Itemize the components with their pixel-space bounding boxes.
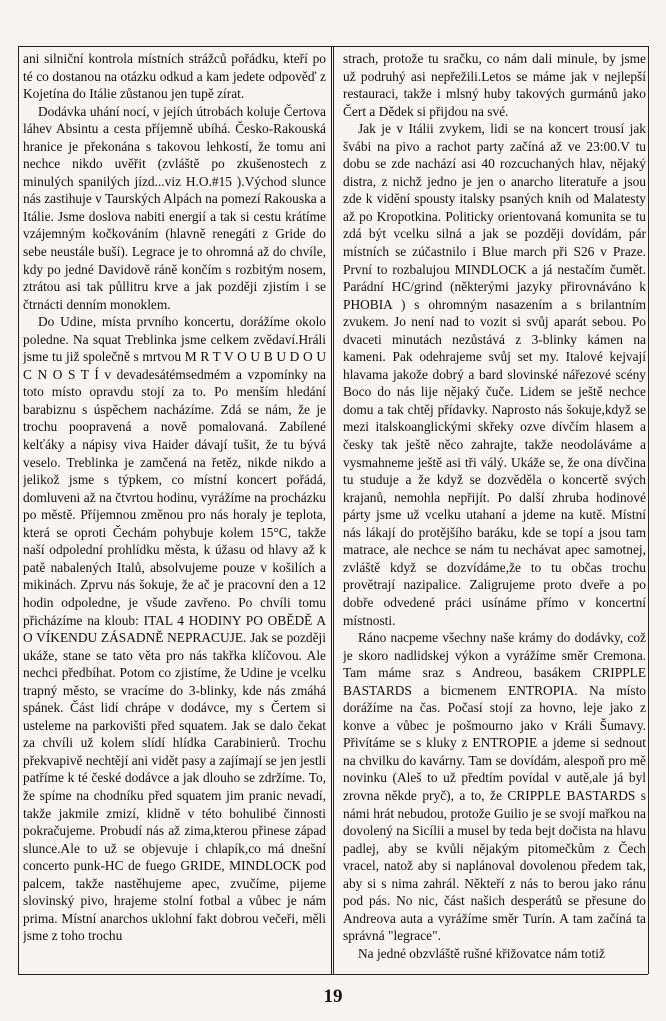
page-number: 19 [323,986,343,1007]
paragraph: Ráno nacpeme všechny naše krámy do dodávky, což je skoro nadlidskej výkon a vyrážíme směr Cremona. Tam máme sraz s Andreou, basákem CRIPPLE BASTARDS a bicmenem ENTROPIA. Na místo dorážíme na čas. Počasí stojí za hovno, leje jako z konve a vůbec je pošmourno jako v Králi Šumavy. Přivítáme se s kluky z ENTROPIE a jdeme si sednout na chvilku do kavárny. Tam se dovídám, alespoň pro mě novinku (Aleš to už předtím povídal v autě,ale já byl zrovna někde pryč), a to, že CRIPPLE BASTARDS s námi hrát nebudou, protože Guilio je se svojí mařkou na dovolený na Sicílii a musel by teda bejt dočista na hlavu padlej, aby se kvůli nějakým pitomečkům z Čech vracel, natož aby si naplánoval dovolenou předem tak, aby si s nima zahrál. Někteří z nás to berou jako ránu pod pás. No nic, část našich desperátů se přesune do Andreova auta a vyrážíme směr Turín. A tam začíná ta správná "legrace". [343,630,646,944]
right-column [343,50,646,968]
paragraph: Dodávka uhání nocí, v jejích útrobách koluje Čertova láhev Absintu a cesta příjemně ubíhá. Česko-Rakouská hranice je překonána s takovou lehkostí, že tomu ani nechce nikdo uvěřit (zvláště po zkušenostech z minulých spanilých jízd...viz H.O.#15 ).Východ slunce nás zastihuje v Taurských Alpách na pomezí Rakouska a Itálie. Jsme doslova nabiti energií a tak si cestu krátíme vzájemným kočkováním (hlavně renegáti z Gride do sebe neustále buší). Legrace je to ohromná až do chvíle, kdy po jedné Davidově ráně končím s rozbitým nosem, ztrátou asi tak půllitru krve a jak později zjistím i se čtrnácti denním monoklem. [23,103,326,312]
paragraph: Jak je v Itálii zvykem, lidi se na koncert trousí jak švábi na pivo a rachot party začíná až ve 23:00.V tu dobu se zde nachází asi 40 rozcuchaných hlav, nějaký distra, z nichž jedno je jen o anarcho literatuře a jsou zde k vidění spousty italsky psaných knih od Malatesty až po Kropotkina. Politicky orientovaná komunita se tu zdá být vcelku silná a jak se později dovídám, pár místních se zúčastnilo i Blue march při S26 v Praze. První to rozbalujou MINDLOCK a já nestačím čumět. Parádní HC/grind (některými jazyky přirovnáváno k PHOBIA ) s ohromným nasazením a s brilantním zvukem. Jo není nad to vozit si svůj aparát sebou. Po dvaceti minutách nezůstává z 3-blinky kámen na kameni. Pak odehrajeme svůj set my. Italové kejvají hlavama jakože dobrý a bard slovinské nářezové scény Boco do nás lije nějaký čuče. Lidem se ještě nechce domu a tak chtěj přídavky. Naprosto nás šokuje,když se mezi italskoanglickými skřeky ozve dívčím hlasem a česky tak ještě něco zahrajte, takže neodoláváme a vysmahneme ještě asi tři válý. Ukáže se, že ona dívčina tu studuje a že když se dozvěděla o koncertě svých krajanů, nemohla nepřijít. Po další zhruba hodinové párty jsme už vcelku utahaní a jdeme na kutě. Místní nás lákají do protějšího baráku, kde se topí a jsou tam matrace, ale nechce se nám tu nechávat apec samotnej, zvláště když se dozvídáme,že to tu občas trochu provětrají nazipalice. Zaligrujeme proto dveře a po dobře odvedené práci usínáme přímo v koncertní místnosti. [343,121,646,628]
page-border-bottom [18,974,648,975]
column-divider [331,46,334,974]
paragraph: strach, protože tu sračku, co nám dali minule, by jsme už podruhý asi nepřežili.Letos se máme jak v nejlepší restauraci, takže i mlsný huby takových gurmánů jako Čert a Dědek si přijdou na své. [343,51,646,119]
paragraph: Do Udine, místa prvního koncertu, dorážíme okolo poledne. Na squat Treblinka jsme celkem zvědaví.Hráli jsme tu již společně s mrtvou M R T V O U B U D O U C N O S T Í v devadesátémsedmém a vzpomínky na toto místo opravdu stojí za to. Po menším hledání barabiznu s úspěchem nacházíme. Zdá se nám, že je trochu poopravená a nově pomalovaná. Zabílené kelťáky a nápisy viva Haider dávají tušit, že tu bývá veselo. Treblinka je zamčená na řetěz, nikde nikdo a jelikož jsme s týpkem, co místní koncert pořádá, domluveni až na čtvrtou hodinu, vyrážíme na procházku po městě. Příjemnou změnou pro nás horaly je teplota, která se oproti Čechám pohybuje kolem 15°C, takže naší odpolední prohlídku města, k úžasu od hlavy až k patě nabalených Italů, absolvujeme pouze v košilích a mikinách. Zprvu nás šokuje, že ač je pracovní den a 12 hodin odpoledne, je všude zavřeno. Po chvíli tomu přicházíme na kloub: ITAL 4 HODINY PO OBĚDĚ A O VÍKENDU ZÁSADNĚ NEPRACUJE. Jak se později ukáže, stane se tato věta pro nás takřka klíčovou. Ale nechci předbíhat. Potom co zjistíme, že Udine je vcelku trapný město, se vracíme do 3-blinky, kde nás zmáhá spánek. Část lidí chrápe v dodávce, my s Čertem si usteleme na parkovišti před squatem. Jak se dalo čekat za chvíli už kolem slídí hlídka Carabinierů. Trochu překvapivě nechtějí ani vidět pasy a zajímají se jen jestli patříme k té české dodávce a jak dlouho se zdržíme. To, že spíme na chodníku před squatem jim pranic nevadí, takže jakmile zmizí, klidně v této bohulibé činnosti pokračujeme. Probudí nás až zima,kterou přinese západ slunce.Ale to už se objevuje i chlapík,co má dnešní concerto punk-HC de fuego GRIDE, MINDLOCK pod palcem, takže nastěhujeme apec, zvučíme, pijeme slovinský pivo, hrajeme stolní fotbal a vůbec je nám prima. Místní anarchos uklohní fakt dobrou večeři, měli jsme z toho trochu [23,314,326,944]
page-border-right [648,46,649,974]
paragraph: ani silniční kontrola místních strážců pořádku, kteří po té co dostanou na otázku odkud a kam jedete odpověď z Kojetína do Itálie zůstanou jen tupě zírat. [23,51,326,102]
left-column [23,50,326,968]
paragraph: Na jedné obzvláště rušné křižovatce nám totiž [358,945,605,961]
